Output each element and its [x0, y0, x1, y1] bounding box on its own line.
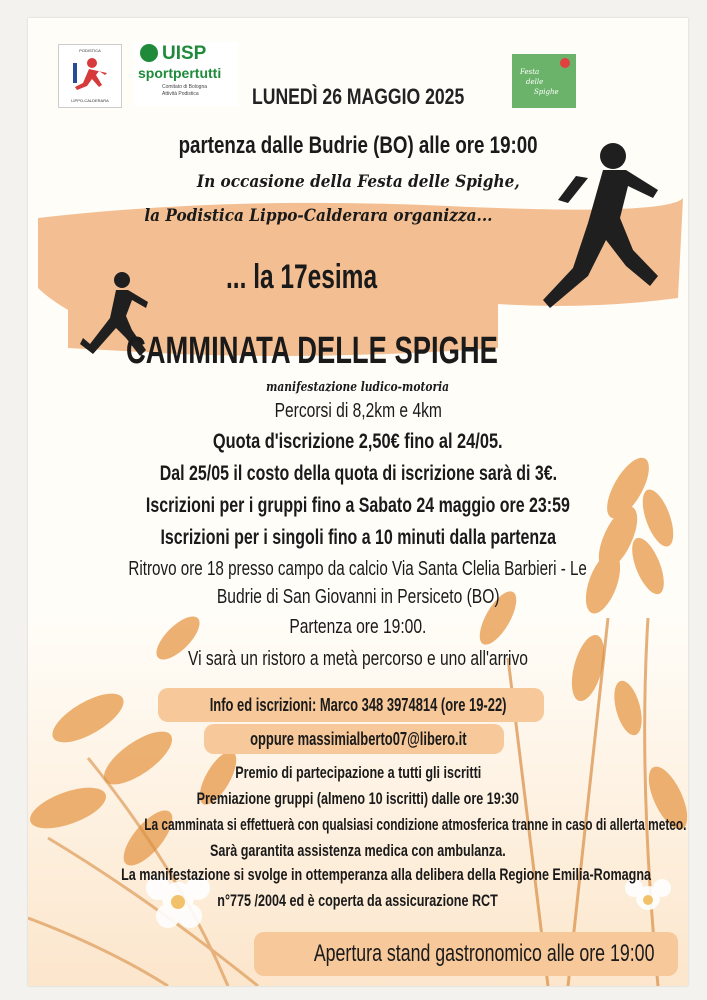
stand-text: Apertura stand gastronomico alle ore 19:00 [313, 940, 655, 967]
uisp-name: UISP [162, 43, 207, 64]
detail-line-1: Percorsi di 8,2km e 4km [274, 400, 442, 422]
festa-text-3: Spighe [534, 88, 559, 96]
edition: ... la 17esima [226, 258, 378, 296]
note-line-2: Premiazione gruppi (almeno 10 iscritti) dalle ore 19:30 [196, 789, 520, 808]
event-title: CAMMINATA DELLE SPIGHE [126, 330, 498, 372]
uisp-sub2: Attività Podistica [162, 91, 199, 97]
festa-logo [512, 54, 576, 108]
poster [28, 18, 688, 986]
note-line-6: n°775 /2004 ed è coperta da assicurazione RCT [217, 891, 499, 910]
detail-line-9: Vi sarà un ristoro a metà percorso e uno all'arrivo [187, 648, 528, 670]
note-line-1: Premio di partecipazione a tutti gli iscritti [234, 763, 482, 782]
event-subtitle: manifestazione ludico-motoria [266, 380, 450, 395]
podistica-logo [58, 44, 122, 108]
runner-logo-icon [59, 53, 121, 93]
note-line-4: Sarà garantita assistenza medica con ambulanza. [210, 841, 506, 860]
uisp-mark-icon [140, 44, 158, 62]
detail-line-4: Iscrizioni per i gruppi fino a Sabato 24 maggio ore 23:59 [146, 494, 570, 517]
detail-line-2: Quota d'iscrizione 2,50€ fino al 24/05. [213, 430, 503, 453]
contact-info: Info ed iscrizioni: Marco 348 3974814 (ore 19-22) [209, 695, 507, 715]
detail-line-7: Budrie di San Giovanni in Persiceto (BO) [216, 586, 500, 608]
departure-line: partenza dalle Budrie (BO) alle ore 19:00 [178, 132, 538, 159]
detail-line-5: Iscrizioni per i singoli fino a 10 minuti dalla partenza [160, 526, 556, 549]
podistica-logo-small-text: PODISTICA [79, 48, 101, 53]
uisp-sub1: Comitato di Bologna [162, 84, 208, 90]
podistica-logo-text: LIPPO-CALDERARA [71, 98, 109, 103]
detail-line-6: Ritrovo ore 18 presso campo da calcio Via Santa Clelia Barbieri - Le [128, 558, 588, 580]
note-line-3: La camminata si effettuerà con qualsiasi condizione atmosferica tranne in caso di allerta meteo. [144, 815, 687, 834]
festa-text-1: Festa [520, 68, 540, 76]
occasion-line-2: la Podistica Lippo-Calderara organizza... [143, 206, 493, 226]
flower-icon [560, 58, 570, 68]
occasion-line-1: In occasione della Festa delle Spighe, [196, 172, 520, 192]
note-line-5: La manifestazione si svolge in ottemperanza alla delibera della Regione Emilia-Romagna [121, 865, 652, 884]
detail-line-8: Partenza ore 19:00. [289, 616, 427, 638]
uisp-tagline: sportpertutti [138, 65, 222, 81]
event-date: LUNEDÌ 26 MAGGIO 2025 [252, 84, 465, 109]
uisp-logo [134, 42, 238, 106]
contact-email: oppure massimialberto07@libero.it [249, 729, 467, 749]
detail-line-3: Dal 25/05 il costo della quota di iscrizione sarà di 3€. [159, 462, 557, 485]
festa-text-2: delle [526, 78, 544, 86]
